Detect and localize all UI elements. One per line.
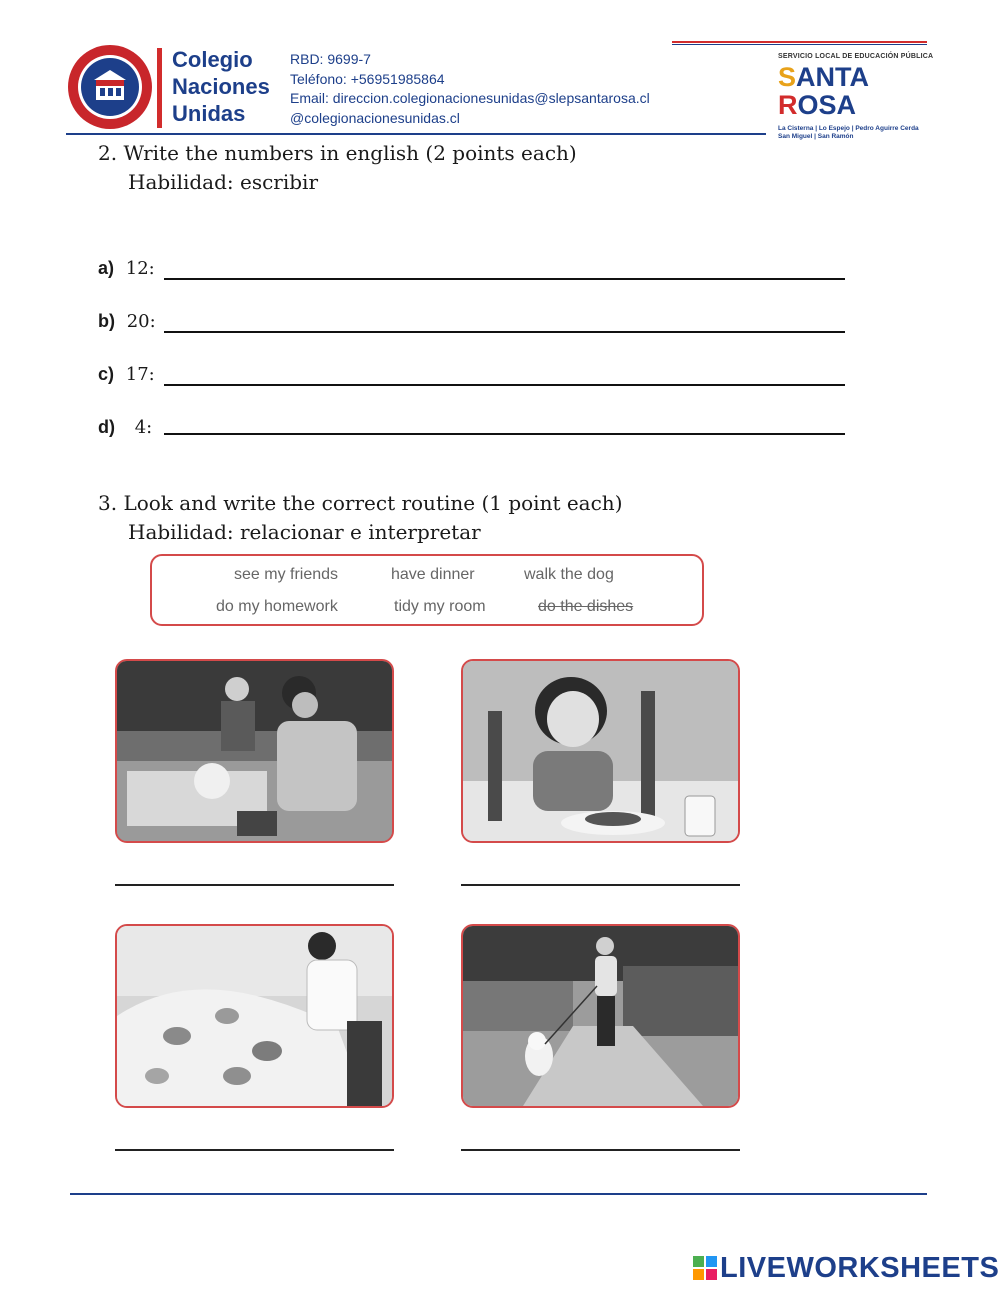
answer-row-a [98,258,155,279]
social-text: @colegionacionesunidas.cl [290,109,460,126]
school-name [172,46,270,127]
liveworksheets-brand[interactable]: LIVEWORKSHEETS [720,1252,1000,1284]
washing-dishes-photo [115,659,394,843]
contact-info [290,50,650,128]
school-seal-logo [67,44,153,130]
liveworksheets-logo-icon [693,1256,717,1280]
answer-number: 17: [125,364,155,385]
answer-label: c) [98,364,115,384]
communes-line-2: San Miguel | San Ramón [778,133,854,140]
answer-row-b [98,311,156,332]
walking-dog-photo [461,924,740,1108]
slep-santa-rest: ANTA [796,62,869,92]
word-do-the-dishes-example: do the dishes [538,598,634,615]
top-right-blue-line [672,44,927,45]
answer-label: a) [98,258,115,278]
slep-rosa-r-letter: R [778,90,798,120]
answer-label: b) [98,311,115,331]
question-2-skill: Habilidad: escribir [128,170,318,194]
answer-row-c [98,364,155,385]
header-red-bar [157,48,162,128]
communes-line-1: La Cisterna | Lo Espejo | Pedro Aguirre Cerda [778,125,919,132]
phone-text: Teléfono: +56951985864 [290,70,445,87]
slep-santa-s-letter: S [778,62,797,92]
write-line-4[interactable] [461,1149,740,1151]
write-line-2[interactable] [461,884,740,886]
write-line-3[interactable] [115,1149,394,1151]
slep-rosa-rest: OSA [797,90,857,120]
answer-row-d [98,417,152,438]
answer-number: 4: [134,417,153,438]
making-bed-photo [115,924,394,1108]
slep-rosa-logo-text [778,91,856,119]
answer-line-a[interactable] [164,278,845,280]
word-walk-the-dog: walk the dog [524,566,614,583]
question-3-title: 3. Look and write the correct routine (1 point each) [98,491,623,515]
answer-line-d[interactable] [164,433,845,435]
write-line-1[interactable] [115,884,394,886]
answer-number: 20: [126,311,156,332]
top-right-red-line [672,41,927,43]
email-text: Email: direccion.colegionacionesunidas@slepsantarosa.cl [290,90,650,106]
school-name-line-1: Colegio [172,47,253,72]
word-tidy-my-room: tidy my room [394,598,486,615]
answer-line-b[interactable] [164,331,845,333]
slep-service-label: SERVICIO LOCAL DE EDUCACIÓN PÚBLICA [778,53,934,60]
slep-santa-logo-text [778,63,869,91]
answer-label: d) [98,417,115,437]
answer-number: 12: [125,258,155,279]
word-do-my-homework: do my homework [216,598,338,615]
school-name-line-3: Unidas [172,101,246,126]
header-divider [66,133,766,135]
footer-divider [70,1193,927,1195]
word-have-dinner: have dinner [391,566,475,583]
school-name-line-2: Naciones [172,74,270,99]
question-2-title: 2. Write the numbers in english (2 points each) [98,141,577,165]
question-3-skill: Habilidad: relacionar e interpretar [128,520,481,544]
word-see-my-friends: see my friends [234,566,339,583]
answer-line-c[interactable] [164,384,845,386]
eating-dinner-photo [461,659,740,843]
rbd-text: RBD: 9699-7 [290,51,371,67]
slep-communes [778,125,938,141]
